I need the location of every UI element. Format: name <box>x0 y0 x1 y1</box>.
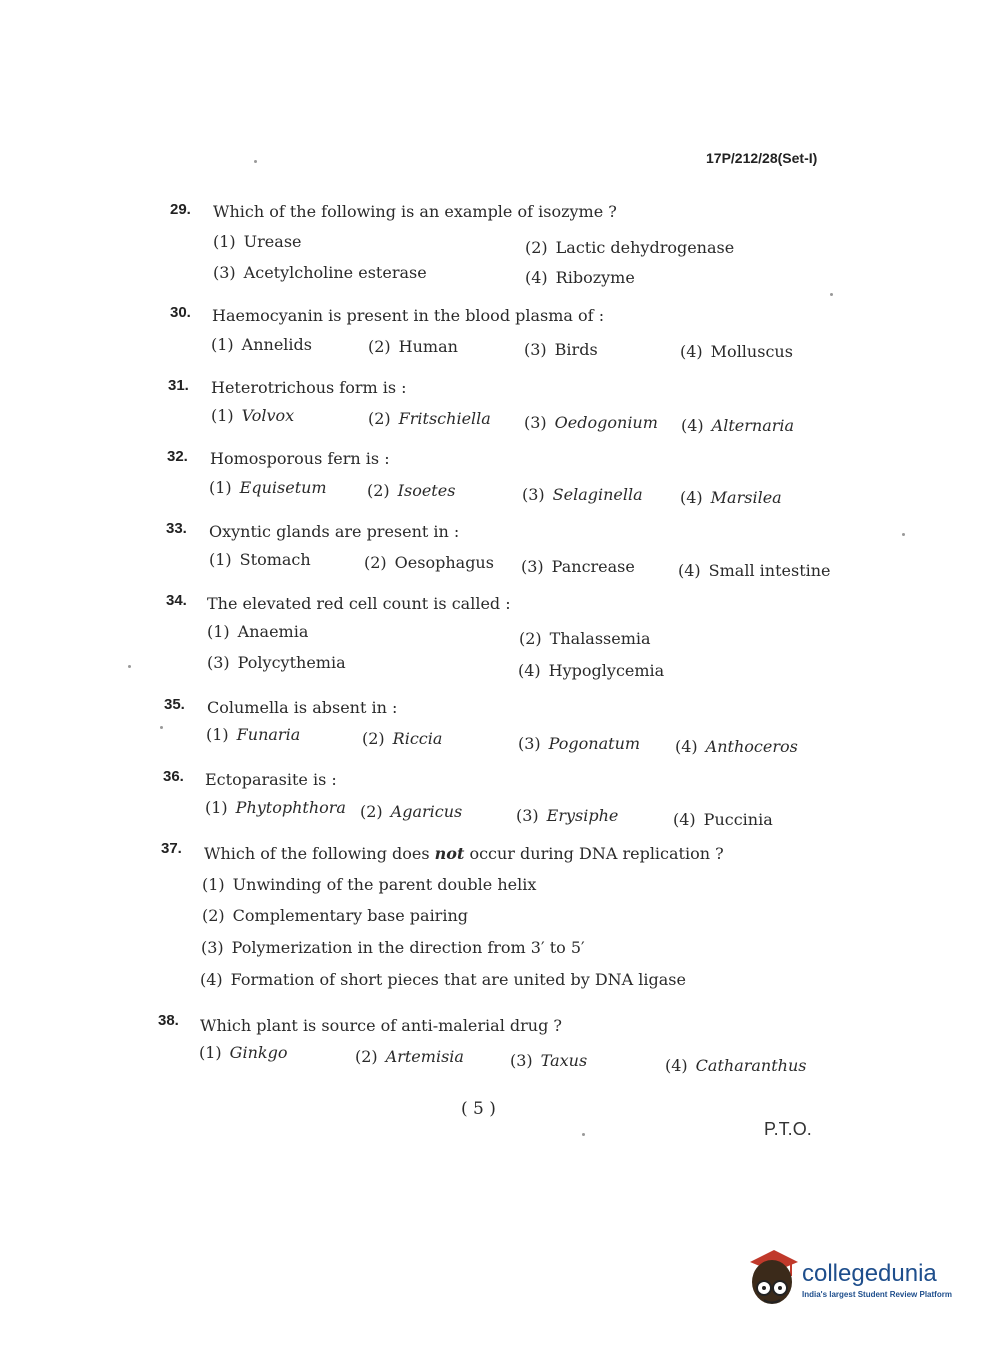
collegedunia-logo <box>744 1248 974 1312</box>
option-2: (2) Artemisia <box>355 1047 464 1066</box>
option-1: (1) Anaemia <box>207 622 309 641</box>
option-2: (2) Lactic dehydrogenase <box>525 238 735 257</box>
option-1: (1) Stomach <box>209 550 311 569</box>
logo-name: collegedunia <box>802 1260 937 1287</box>
option-4: (4) Ribozyme <box>525 268 635 287</box>
option-3: (3) Acetylcholine esterase <box>213 263 427 282</box>
option-1: (1) Equisetum <box>209 478 327 497</box>
question-35 <box>0 695 1001 775</box>
question-33 <box>0 519 1001 599</box>
option-1: (1) Unwinding of the parent double helix <box>202 875 537 894</box>
scan-speck <box>128 665 131 668</box>
option-1: (1) Funaria <box>206 725 301 744</box>
option-3: (3) Birds <box>524 340 598 359</box>
option-4: (4) Marsilea <box>680 488 782 507</box>
question-text: Haemocyanin is present in the blood plasma of : <box>212 306 605 325</box>
page-number: ( 5 ) <box>461 1099 496 1119</box>
option-4: (4) Catharanthus <box>665 1056 807 1075</box>
question-32 <box>0 447 1001 527</box>
option-4: (4) Formation of short pieces that are united by DNA ligase <box>200 970 686 989</box>
question-text: Which plant is source of anti-malerial drug ? <box>200 1016 563 1035</box>
scan-speck <box>902 533 905 536</box>
scan-speck <box>830 293 833 296</box>
question-text: Ectoparasite is : <box>205 770 337 789</box>
mascot-icon <box>744 1248 800 1308</box>
option-3: (3) Polymerization in the direction from 3′ to 5′ <box>201 938 585 957</box>
option-4: (4) Alternaria <box>681 416 795 435</box>
option-2: (2) Thalassemia <box>519 629 651 648</box>
option-3: (3) Erysiphe <box>516 806 619 825</box>
option-3: (3) Pogonatum <box>518 734 641 753</box>
question-34 <box>0 591 1001 680</box>
question-number: 31. <box>168 377 189 394</box>
option-2: (2) Complementary base pairing <box>202 906 468 925</box>
question-text: Which of the following does not occur during DNA replication ? <box>204 844 724 863</box>
option-4: (4) Anthoceros <box>675 737 798 756</box>
option-4: (4) Hypoglycemia <box>518 661 665 680</box>
option-3: (3) Polycythemia <box>207 653 346 672</box>
option-4: (4) Molluscus <box>680 342 793 361</box>
question-36 <box>0 767 1001 847</box>
question-number: 35. <box>164 696 185 713</box>
question-number: 34. <box>166 592 187 609</box>
question-number: 36. <box>163 768 184 785</box>
question-number: 38. <box>158 1012 179 1029</box>
paper-code: 17P/212/28(Set-I) <box>706 150 818 166</box>
question-number: 29. <box>170 201 191 218</box>
question-37 <box>0 839 1001 999</box>
question-38 <box>0 1011 1001 1091</box>
question-text: Which of the following is an example of isozyme ? <box>213 202 617 221</box>
pto-label: P.T.O. <box>764 1119 812 1139</box>
question-text: Heterotrichous form is : <box>211 378 407 397</box>
option-2: (2) Isoetes <box>367 481 456 500</box>
option-2: (2) Oesophagus <box>364 553 494 572</box>
scan-speck <box>254 160 257 163</box>
question-number: 30. <box>170 304 191 321</box>
option-3: (3) Oedogonium <box>524 413 658 432</box>
question-text: Oxyntic glands are present in : <box>209 522 460 541</box>
question-text: Homosporous fern is : <box>210 449 390 468</box>
option-2: (2) Agaricus <box>360 802 463 821</box>
question-text: Columella is absent in : <box>207 698 398 717</box>
scan-speck <box>160 726 163 729</box>
option-1: (1) Volvox <box>211 406 295 425</box>
option-3: (3) Pancrease <box>521 557 635 576</box>
scan-speck <box>582 1133 585 1136</box>
question-text: The elevated red cell count is called : <box>207 594 511 613</box>
option-1: (1) Urease <box>213 232 302 251</box>
question-number: 32. <box>167 448 188 465</box>
option-4: (4) Puccinia <box>673 810 773 829</box>
option-4: (4) Small intestine <box>678 561 831 580</box>
logo-tagline: India's largest Student Review Platform <box>802 1290 952 1299</box>
question-30 <box>0 303 1001 383</box>
question-31 <box>0 376 1001 456</box>
question-number: 33. <box>166 520 187 537</box>
option-2: (2) Riccia <box>362 729 443 748</box>
option-2: (2) Human <box>368 337 458 356</box>
option-2: (2) Fritschiella <box>368 409 491 428</box>
question-29 <box>0 200 1001 287</box>
option-1: (1) Ginkgo <box>199 1043 288 1062</box>
option-3: (3) Taxus <box>510 1051 588 1070</box>
question-number: 37. <box>161 840 182 857</box>
option-3: (3) Selaginella <box>522 485 643 504</box>
option-1: (1) Phytophthora <box>205 798 346 817</box>
option-1: (1) Annelids <box>211 335 312 354</box>
